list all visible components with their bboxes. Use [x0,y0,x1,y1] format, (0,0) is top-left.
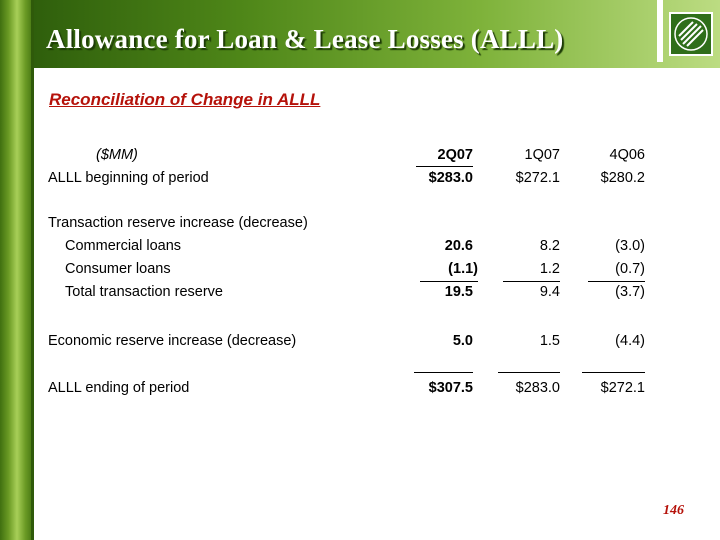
cell-consumer-2q07: (1.1) [448,261,478,277]
cell-economic-1q07: 1.5 [539,333,560,349]
cell-beginning-1q07: $272.1 [515,170,560,186]
title-banner [34,0,720,68]
section-heading: Reconciliation of Change in ALLL [49,90,321,109]
cell-total-1q07: 9.4 [539,284,560,300]
page-title: Allowance for Loan & Lease Losses (ALLL) [46,24,564,54]
cell-economic-2q07: 5.0 [452,333,473,349]
subtotal-rule-4q06 [588,281,645,282]
row-label-transaction-reserve: Transaction reserve increase (decrease) [48,215,308,231]
page-number: 146 [663,503,684,518]
cell-commercial-2q07: 20.6 [444,238,473,254]
column-header-1q07: 1Q07 [524,147,560,163]
cell-beginning-4q06: $280.2 [600,170,645,186]
row-label-total-transaction-reserve: Total transaction reserve [65,284,223,300]
subtotal-rule-2q07 [420,281,478,282]
cell-commercial-4q06: (3.0) [615,238,645,254]
row-label-economic-reserve: Economic reserve increase (decrease) [48,333,297,349]
column-header-2q07: 2Q07 [437,147,473,163]
cell-beginning-2q07: $283.0 [428,170,473,186]
left-decorative-bar [0,0,34,540]
row-label-beginning: ALLL beginning of period [48,170,209,186]
banner-divider [657,0,663,62]
row-label-ending: ALLL ending of period [48,380,190,396]
cell-ending-1q07: $283.0 [515,380,560,396]
total-rule-4q06 [582,372,645,373]
bank-logo-icon [669,12,713,56]
row-label-commercial-loans: Commercial loans [65,238,182,254]
column-header-4q06: 4Q06 [609,147,645,163]
cell-total-4q06: (3.7) [615,284,645,300]
cell-economic-4q06: (4.4) [615,333,645,349]
units-label: ($MM) [96,147,138,163]
subtotal-rule-1q07 [503,281,560,282]
total-rule-1q07 [498,372,560,373]
cell-consumer-4q06: (0.7) [615,261,645,277]
cell-ending-2q07: $307.5 [428,380,473,396]
cell-commercial-1q07: 8.2 [539,238,560,254]
row-label-consumer-loans: Consumer loans [65,261,171,277]
total-rule-2q07 [414,372,473,373]
cell-total-2q07: 19.5 [444,284,473,300]
header-underline-2q07 [416,166,473,167]
cell-ending-4q06: $272.1 [600,380,645,396]
cell-consumer-1q07: 1.2 [539,261,560,277]
